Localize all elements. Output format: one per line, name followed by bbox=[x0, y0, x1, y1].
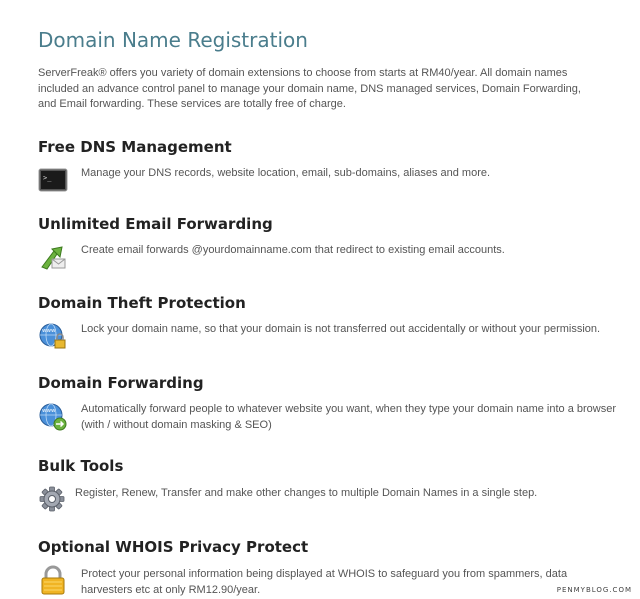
feature-desc-forwarding: Automatically forward people to whatever website you want, when they type your domain name into a browser (with / without domain masking & SEO) bbox=[81, 403, 617, 431]
terminal-icon bbox=[38, 166, 68, 196]
feature-desc-theft: Lock your domain name, so that your domain is not transferred out accidentally or without your permission. bbox=[81, 323, 601, 335]
feature-title-bulk: Bulk Tools bbox=[38, 457, 124, 475]
feature-title-forwarding: Domain Forwarding bbox=[38, 374, 204, 392]
www-forward-icon bbox=[38, 401, 68, 431]
www-lock-icon bbox=[38, 321, 68, 351]
feature-title-email: Unlimited Email Forwarding bbox=[38, 215, 273, 233]
page-title: Domain Name Registration bbox=[38, 28, 308, 52]
feature-desc-bulk: Register, Renew, Transfer and make other changes to multiple Domain Names in a single step. bbox=[75, 487, 538, 499]
email-forward-icon bbox=[38, 243, 68, 273]
feature-desc-email: Create email forwards @yourdomainname.com that redirect to existing email accounts. bbox=[81, 244, 505, 256]
svg-text:>_: >_ bbox=[43, 174, 52, 182]
feature-title-theft: Domain Theft Protection bbox=[38, 294, 246, 312]
intro-paragraph: ServerFreak® offers you variety of domain extensions to choose from starts at RM40/year. All domain names included an advance control panel to manage your domain name, DNS managed services, Domain Forwarding, and Email forwarding. These services are totally free of charge. bbox=[38, 67, 581, 110]
feature-desc-dns: Manage your DNS records, website location, email, sub-domains, aliases and more. bbox=[81, 167, 491, 179]
feature-title-whois: Optional WHOIS Privacy Protect bbox=[38, 538, 309, 556]
gear-icon bbox=[38, 484, 68, 514]
svg-text:www: www bbox=[42, 408, 56, 414]
feature-title-dns: Free DNS Management bbox=[38, 138, 232, 156]
watermark: PENMYBLOG.COM bbox=[556, 586, 632, 594]
feature-desc-whois: Protect your personal information being displayed at WHOIS to safeguard you from spammers, data harvesters etc at only RM12.90/year. bbox=[81, 568, 568, 596]
padlock-icon bbox=[38, 565, 68, 595]
svg-text:www: www bbox=[42, 328, 56, 334]
